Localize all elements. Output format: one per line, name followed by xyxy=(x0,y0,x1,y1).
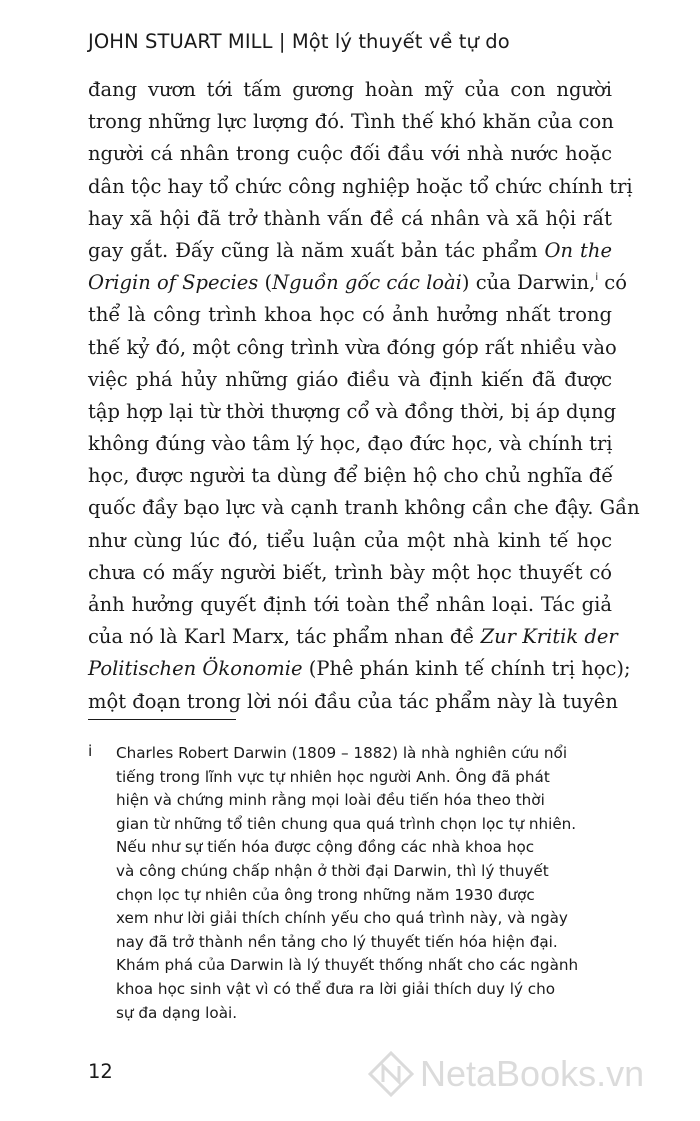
footnote-line: hiện và chứng minh rằng mọi loài đều tiến hóa theo thời xyxy=(116,791,545,810)
text-line: một đoạn trong lời nói đầu của tác phẩm này là tuyên xyxy=(88,689,618,713)
page-number: 12 xyxy=(88,1060,113,1083)
book-title-english: On the xyxy=(544,238,612,262)
text-line: Origin of Species (Nguồn gốc các loài) của Darwin,$^i$ có xyxy=(88,271,627,295)
book-title-german: Politischen Ökonomie xyxy=(88,657,303,681)
footnote-separator xyxy=(88,719,236,720)
text-line: người cá nhân trong cuộc đối đầu với nhà nước hoặc xyxy=(88,142,612,166)
footnote-text xyxy=(116,742,612,1025)
text-line: đang vươn tới tấm gương hoàn mỹ của con người xyxy=(88,78,612,101)
text-line: học, được người ta dùng để biện hộ cho chủ nghĩa đế xyxy=(88,464,614,488)
text-line: không đúng vào tâm lý học, đạo đức học, và chính trị xyxy=(88,432,613,456)
book-title-english: Origin of Species xyxy=(88,271,259,295)
text-line: chưa có mấy người biết, trình bày một học thuyết có xyxy=(88,560,612,584)
text-line: hay xã hội đã trở thành vấn đề cá nhân và xã hội rất xyxy=(88,206,612,230)
book-title-vietnamese: Nguồn gốc các loài xyxy=(272,271,462,295)
text-line: gay gắt. Đấy cũng là năm xuất bản tác phẩm On the xyxy=(88,238,612,262)
text-line: của nó là Karl Marx, tác phẩm nhan đề Zur Kritik der xyxy=(88,625,618,649)
watermark-text: NetaBooks.vn xyxy=(420,1053,645,1094)
footnote-line: Charles Robert Darwin (1809 – 1882) là nhà nghiên cứu nổi xyxy=(116,744,568,762)
netabooks-watermark-logo xyxy=(362,1044,692,1104)
footnote-line: xem như lời giải thích chính yếu cho quá trình này, và ngày xyxy=(116,909,568,928)
footnote-line: gian từ những tổ tiên chung qua quá trình chọn lọc tự nhiên. xyxy=(116,814,577,833)
footnote-line: sự đa dạng loài. xyxy=(116,1003,238,1022)
text-line: thể là công trình khoa học có ảnh hưởng nhất trong xyxy=(88,303,612,327)
footnote-line: Khám phá của Darwin là lý thuyết thống nhất cho các ngành xyxy=(116,956,579,975)
footnote-reference[interactable]: i xyxy=(595,272,599,284)
text-line: tập hợp lại từ thời thượng cổ và đồng thời, bị áp dụng xyxy=(88,399,617,423)
footnote-line: nay đã trở thành nền tảng cho lý thuyết tiến hóa hiện đại. xyxy=(116,932,558,951)
text-line: việc phá hủy những giáo điều và định kiến đã được xyxy=(88,367,612,391)
text-line: thế kỷ đó, một công trình vừa đóng góp rất nhiều vào xyxy=(88,335,617,359)
book-title-german: Zur Kritik der xyxy=(480,625,618,649)
footnote-line: tiếng trong lĩnh vực tự nhiên học người Anh. Ông đã phát xyxy=(116,767,550,786)
footnote-line: chọn lọc tự nhiên của ông trong những năm 1930 được xyxy=(116,885,535,904)
netabooks-logo-icon xyxy=(370,1053,412,1095)
text-line: dân tộc hay tổ chức công nghiệp hoặc tổ chức chính trị xyxy=(88,174,633,198)
footnote-line: khoa học sinh vật vì có thể đưa ra lời giải thích duy lý cho xyxy=(116,979,556,998)
text-line: Politischen Ökonomie (Phê phán kinh tế chính trị học); xyxy=(88,657,631,681)
footnote-line: và công chúng chấp nhận ở thời đại Darwin, thì lý thuyết xyxy=(116,861,549,880)
text-line: như cùng lúc đó, tiểu luận của một nhà kinh tế học xyxy=(88,528,612,552)
running-header: JOHN STUART MILL | Một lý thuyết về tự do xyxy=(88,30,510,53)
text-line: quốc đầy bạo lực và cạnh tranh không cần che đậy. Gần xyxy=(88,496,640,520)
text-line: ảnh hưởng quyết định tới toàn thể nhân loại. Tác giả xyxy=(88,593,612,616)
footnote-marker: i xyxy=(88,742,93,760)
footnote-line: Nếu như sự tiến hóa được cộng đồng các nhà khoa học xyxy=(116,838,535,857)
main-text xyxy=(88,74,640,718)
text-line: trong những lực lượng đó. Tình thế khó khăn của con xyxy=(88,110,614,134)
